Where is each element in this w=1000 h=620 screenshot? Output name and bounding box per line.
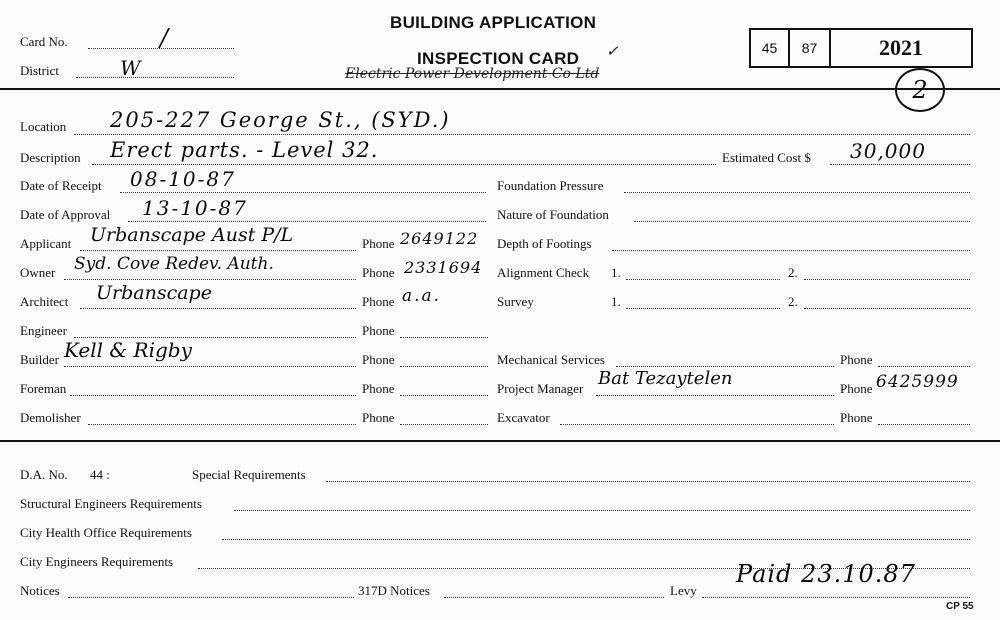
description-value: Erect parts. - Level 32. [110,138,379,162]
card-ref-box-mid [788,28,831,68]
card-ref-box-left [749,28,790,68]
health-label: City Health Office Requirements [20,525,192,540]
card-number-box [829,28,973,68]
project-manager-phone-value: 6425999 [876,372,959,392]
builder-label: Builder [20,352,59,367]
survey-two-label: 2. [788,294,798,309]
structural-line [234,510,970,511]
applicant-phone-label: Phone [362,236,395,251]
circled-number-value: 2 [912,76,928,104]
architect-line [80,308,356,309]
alignment-one-line [626,279,780,280]
foreman-phone-line [400,395,488,396]
card-no-label: Card No. [20,34,68,49]
engineer-label: Engineer [20,323,67,338]
title-tick: ✓ [606,42,619,60]
card-ref-mid: 87 [801,40,818,56]
notices-label: Notices [20,583,60,598]
special-requirements-label: Special Requirements [192,467,306,482]
architect-value: Urbanscape [96,282,212,304]
approval-line [128,221,486,222]
notices-line [68,597,354,598]
excavator-label: Excavator [497,410,550,425]
applicant-line [80,250,356,251]
architect-label: Architect [20,294,69,309]
card-ref-left: 45 [761,40,778,56]
mechanical-line [616,366,834,367]
survey-label: Survey [497,294,534,309]
card-number: 2021 [879,35,923,60]
card-title: BUILDING APPLICATION [390,13,597,32]
owner-value: Syd. Cove Redev. Auth. [74,254,274,274]
description-line [92,164,716,165]
engineer-phone-label: Phone [362,323,395,338]
estimated-cost-label: Estimated Cost $ [722,150,811,165]
demolisher-phone-line [400,424,488,425]
card-no-value: / [160,24,169,52]
builder-phone-line [400,366,488,367]
location-label: Location [20,119,67,134]
location-value: 205-227 George St., (SYD.) [110,108,451,132]
excavator-phone-label: Phone [840,410,873,425]
engineer-phone-line [400,337,488,338]
foreman-phone-label: Phone [362,381,395,396]
owner-phone-value: 2331694 [404,258,483,277]
applicant-value: Urbanscape Aust P/L [90,224,294,246]
notices-317d-label: 317D Notices [358,583,430,598]
architect-phone-label: Phone [362,294,395,309]
builder-phone-label: Phone [362,352,395,367]
builder-line [64,366,356,367]
mechanical-phone-label: Phone [840,352,873,367]
form-code: CP 55 [946,601,974,612]
description-label: Description [20,150,81,165]
excavator-phone-line [878,424,970,425]
architect-phone-value: a.a. [402,286,442,306]
levy-label: Levy [670,583,697,598]
receipt-value: 08-10-87 [130,167,236,191]
approval-label: Date of Approval [20,207,111,222]
da-label: D.A. No. [20,467,68,482]
district-line [76,77,234,78]
mechanical-phone-line [878,366,970,367]
mechanical-label: Mechanical Services [497,352,605,367]
health-line [222,539,970,540]
survey-one-line [626,308,780,309]
levy-line [702,597,970,598]
da-value: 44 : [90,467,110,482]
levy-value: Paid 23.10.87 [736,560,916,588]
owner-phone-label: Phone [362,265,395,280]
struck-note: Electric Power Development Co Ltd [345,66,600,82]
circled-number [895,68,945,112]
middle-rule [0,440,1000,442]
structural-label: Structural Engineers Requirements [20,496,202,511]
receipt-label: Date of Receipt [20,178,102,193]
demolisher-label: Demolisher [20,410,81,425]
demolisher-line [88,424,356,425]
excavator-line [560,424,834,425]
city-engineers-label: City Engineers Requirements [20,554,174,569]
foundation-pressure-line [624,192,970,193]
foreman-line [70,395,356,396]
depth-footings-line [612,250,970,251]
nature-foundation-label: Nature of Foundation [497,207,609,222]
estimated-cost-value: 30,000 [850,139,926,163]
survey-two-line [804,308,970,309]
notices-317d-line [444,597,664,598]
foreman-label: Foreman [20,381,67,396]
alignment-two-label: 2. [788,265,798,280]
project-manager-label: Project Manager [497,381,584,396]
builder-value: Kell & Rigby [64,338,192,362]
owner-label: Owner [20,265,56,280]
foundation-pressure-label: Foundation Pressure [497,178,604,193]
district-value: W [120,56,141,80]
survey-one-label: 1. [611,294,621,309]
header-rule [0,88,1000,90]
applicant-label: Applicant [20,236,72,251]
project-manager-value: Bat Tezaytelen [598,368,733,389]
project-manager-line [596,395,834,396]
alignment-two-line [804,279,970,280]
estimated-cost-line [830,164,970,165]
applicant-phone-value: 2649122 [400,229,479,248]
receipt-line [120,192,486,193]
special-requirements-line [326,481,970,482]
demolisher-phone-label: Phone [362,410,395,425]
location-line [74,134,970,135]
alignment-one-label: 1. [611,265,621,280]
project-manager-phone-label: Phone [840,381,873,396]
depth-footings-label: Depth of Footings [497,236,592,251]
alignment-check-label: Alignment Check [497,265,590,280]
nature-foundation-line [634,221,970,222]
owner-line [64,279,356,280]
card-subtitle: INSPECTION CARD [417,49,580,68]
approval-value: 13-10-87 [142,196,248,220]
district-label: District [20,63,59,78]
